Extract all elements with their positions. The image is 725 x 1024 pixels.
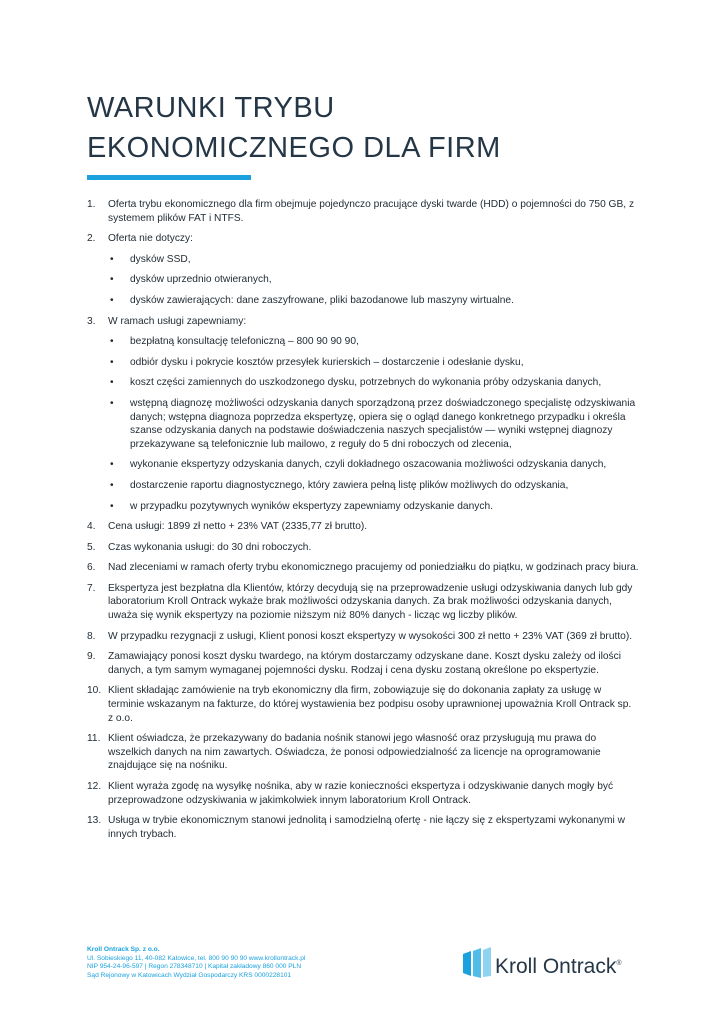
item-text: Oferta nie dotyczy: (108, 233, 193, 245)
kroll-ontrack-logo (463, 946, 643, 982)
item-number: 7. (87, 582, 96, 594)
bullet-item: • odbiór dysku i pokrycie kosztów przesyłek kurierskich – dostarczenie i odesłanie dysku, (108, 356, 639, 370)
item-number: 2. (87, 233, 96, 245)
page-title (87, 88, 501, 168)
footer-company: Kroll Ontrack Sp. z o.o. (87, 946, 160, 953)
item-number: 4. (87, 521, 96, 533)
bullet-item: • w przypadku pozytywnych wyników ekspertyzy zapewniamy odzyskanie danych. (108, 500, 639, 514)
item-number: 12. (87, 781, 102, 792)
item-text: Zamawiający ponosi koszt dysku twardego, na którym dostarczamy odzyskane dane. Koszt dysku zależy od ilości danych, a tym samym wymaganej pojemności dysku. Rodzaj i cena dysku zostaną określone po ekspertyzie. (108, 651, 622, 676)
item-number: 8. (87, 630, 96, 642)
item-text: Oferta trybu ekonomicznego dla firm obejmuje pojedynczo pracujące dyski twarde (HDD) o pojemności do 750 GB, z systemem plików FAT i NTFS. (108, 199, 635, 224)
bullet-item: • wykonanie ekspertyzy odzyskania danych, czyli dokładnego oszacowania możliwości odzyskania danych, (108, 458, 639, 472)
bullet-item: • dysków uprzednio otwieranych, (108, 273, 639, 287)
bullet-item: • dysków SSD, (108, 253, 639, 267)
item-number: 11. (87, 733, 101, 745)
bullet-item: • bezpłatną konsultację telefoniczną – 800 90 90 90, (108, 335, 639, 349)
bullet-list (108, 253, 639, 308)
item-number: 10. (87, 685, 102, 697)
terms-item (87, 582, 639, 623)
terms-item (87, 232, 639, 307)
item-text: W ramach usługi zapewniamy: (108, 315, 247, 327)
footer-line-3: Sąd Rejonowy w Katowicach Wydział Gospodarczy KRS 0000228101 (87, 971, 292, 979)
bullet-item: • wstępną diagnozę możliwości odzyskania danych sporządzoną przez doświadczonego specjalistę odzyskiwania danych; wstępna diagnoza poprzedza ekspertyzę, opiera się o ogląd danego konkretnego przypadku i określa szanse odzyskania danych na podstawie doświadczenia naszych specjalistów — wyniki wstępnej diagnozy przekazywane są telefonicznie lub mailowo, z reguły do 5 dni roboczych od zlecenia, (108, 397, 639, 451)
bullet-item: • koszt części zamiennych do uszkodzonego dysku, potrzebnych do wykonania próby odzyskania danych, (108, 376, 639, 390)
title-line-1: WARUNKI TRYBU (87, 92, 335, 124)
item-text: W przypadku rezygnacji z usługi, Klient ponosi koszt ekspertyzy w wysokości 300 zł netto + 23% VAT (369 zł brutto). (108, 630, 633, 642)
item-number: 6. (87, 562, 96, 574)
logo-mark-icon (463, 946, 493, 978)
terms-item (87, 630, 639, 644)
terms-item (87, 198, 639, 225)
logo-wordmark: Kroll Ontrack (495, 955, 617, 978)
bullet-item: • dysków zawierających: dane zaszyfrowane, pliki bazodanowe lub maszyny wirtualne. (108, 294, 639, 308)
item-text: Klient składając zamówienie na tryb ekonomiczny dla firm, zobowiązuje się do dokonania zapłaty za usługę w terminie wskazanym na fakturze, do której wystawienia bez podpisu osoby uprawnionej upoważnia Kroll Ontrack sp. z o.o. (108, 685, 632, 724)
bullet-item: • dostarczenie raportu diagnostycznego, który zawiera pełną listę plików możliwych do odzyskania, (108, 479, 639, 493)
item-text: Klient wyraża zgodę na wysyłkę nośnika, aby w razie konieczności ekspertyza i odzyskiwanie danych mogły być przeprowadzone odzyskiwania w jakimkolwiek innym laboratorium Kroll Ontrack. (108, 781, 614, 806)
terms-item (87, 732, 639, 773)
terms-item (87, 315, 639, 514)
footer-address (87, 946, 305, 980)
footer-line-1: Ul. Sobieskiego 11, 40-082 Katowice, tel. 800 90 90 90 www.krollontrack.pl (87, 954, 306, 962)
item-text: Usługa w trybie ekonomicznym stanowi jednolitą i samodzielną ofertę - nie łączy się z ekspertyzami wykonanymi w innych trybach. (108, 815, 625, 840)
terms-item (87, 780, 639, 807)
terms-item (87, 684, 639, 725)
item-number: 5. (87, 541, 96, 553)
logo-text (495, 950, 622, 981)
title-line-2: EKONOMICZNEGO DLA FIRM (87, 132, 501, 164)
terms-item (87, 520, 639, 534)
item-number: 3. (87, 315, 96, 327)
item-number: 13. (87, 815, 102, 827)
logo-trademark: ® (616, 960, 622, 967)
item-text: Czas wykonania usługi: do 30 dni roboczych. (108, 541, 312, 553)
item-text: Nad zleceniami w ramach oferty trybu ekonomicznego pracujemy od poniedziałku do piątku, w godzinach pracy biura. (108, 562, 639, 574)
terms-item (87, 814, 639, 841)
item-text: Cena usługi: 1899 zł netto + 23% VAT (2335,77 zł brutto). (108, 521, 368, 533)
item-number: 9. (87, 651, 96, 663)
item-text: Klient oświadcza, że przekazywany do badania nośnik stanowi jego własność oraz przysługują mu prawa do wszelkich danych na nim zawartych. Oświadcza, że ponosi odpowiedzialność za licencje na oprogramowanie znajdujące się na nośniku. (108, 733, 601, 772)
footer-line-2: NIP 954-24-96-597 | Regon 278348710 | Kapitał zakładowy 860 000 PLN (87, 963, 302, 971)
terms-item (87, 541, 639, 555)
terms-item (87, 650, 639, 677)
title-accent-bar (87, 175, 251, 180)
bullet-list (108, 335, 639, 513)
item-text: Ekspertyza jest bezpłatna dla Klientów, którzy decydują się na przeprowadzenie usługi odzyskiwania danych lub gdy laboratorium Kroll Ontrack wykaże brak możliwości odzyskania danych. Za brak możliwości odzyskania danych, uważa się wynik ekspertyzy na poziomie niższym niż 80% danych - licząc wg liczby plików. (108, 582, 633, 622)
terms-list (87, 198, 639, 848)
item-number: 1. (87, 199, 96, 210)
terms-item (87, 561, 639, 575)
